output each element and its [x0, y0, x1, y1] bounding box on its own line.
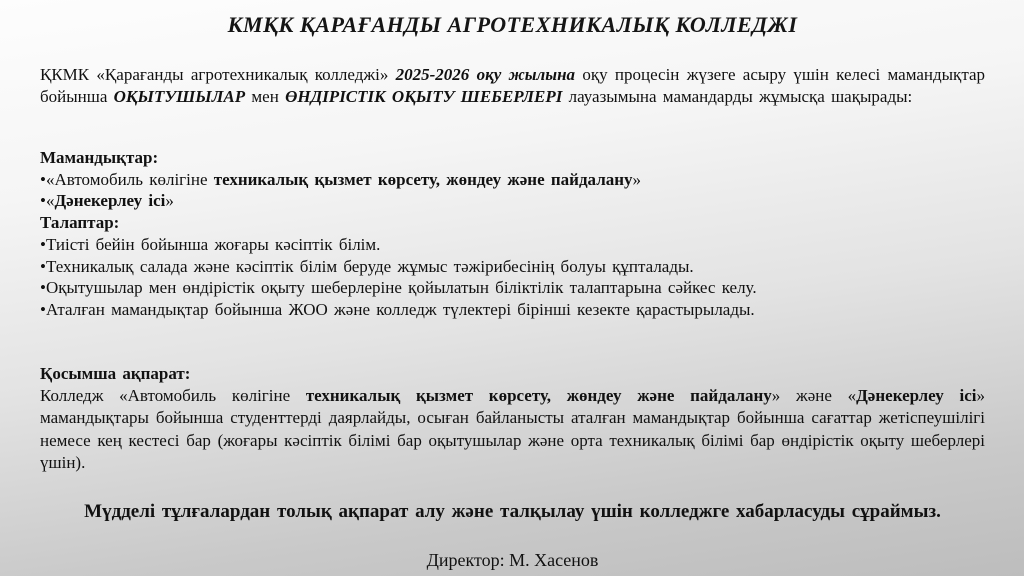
text-run: техникалық қызмет көрсету, жөндеу және пайдалану — [213, 169, 633, 189]
requirements-heading: Талаптар: — [40, 213, 120, 233]
specialties-heading: Мамандықтар: — [40, 147, 159, 167]
contact-call-to-action: Мүдделі тұлғалардан толық ақпарат алу және талқылау үшін колледжге хабарласуды сұраймыз. — [84, 501, 941, 523]
text-run: » және « — [771, 385, 857, 405]
page-title: КМҚК ҚАРАҒАНДЫ АГРОТЕХНИКАЛЫҚ КОЛЛЕДЖІ — [227, 12, 798, 37]
text-run: Дәнекерлеу ісі — [54, 191, 166, 211]
requirement-list-item: •Оқытушылар мен өндірістік оқыту шеберлеріне қойылатын біліктілік талаптарына сәйкес келу. — [40, 278, 757, 298]
text-run: 2025-2026 оқу жылына — [395, 65, 576, 84]
text-run: ОҚЫТУШЫЛАР — [113, 87, 246, 107]
intro-paragraph — [40, 64, 985, 109]
text-run: лауазымына мамандарды жұмысқа шақырады: — [562, 87, 913, 107]
text-run: Дәнекерлеу ісі — [856, 385, 977, 405]
text-run: » — [165, 191, 174, 211]
director-signature: Директор: М. Хасенов — [426, 550, 599, 571]
requirement-list-item: •Аталған мамандықтар бойынша ЖОО және колледж түлектері бірінші кезекте қарастырылады. — [40, 300, 755, 320]
additional-info-heading: Қосымша ақпарат: — [40, 363, 191, 383]
text-run: техникалық қызмет көрсету, жөндеу және пайдалану — [305, 385, 772, 405]
text-run: •«Автомобиль көлігіне — [40, 169, 214, 189]
text-run: •« — [40, 191, 55, 211]
text-run: оқу процесін жүзеге асыру үшін келесі мамандықтар бойынша — [40, 65, 985, 107]
text-run: ҚКМК «Қарағанды агротехникалық колледжі» — [40, 65, 396, 84]
text-run: ӨНДІРІСТІК ОҚЫТУ ШЕБЕРЛЕРІ — [285, 87, 563, 107]
requirement-list-item: •Тиісті бейін бойынша жоғары кәсіптік білім. — [40, 234, 381, 254]
additional-info-paragraph — [40, 385, 985, 475]
requirement-list-item: •Техникалық салада және кәсіптік білім беруде жұмыс тәжірибесінің болуы құпталады. — [40, 256, 694, 276]
specialty-list-item — [40, 190, 985, 212]
text-run: » — [632, 169, 642, 189]
text-run: Колледж «Автомобиль көлігіне — [40, 385, 306, 405]
text-run: мен — [245, 87, 286, 107]
text-run: » мамандықтары бойынша студенттерді даярлайды, осыған байланысты аталған мамандықтар бойынша сағаттар жетіспеушілігі немесе кең кестесі бар (жоғары кәсіптік білімі бар оқытушылар және орта техникалық білімі бар өндірістік оқыту шеберлері үшін). — [40, 385, 985, 472]
specialty-list-item — [40, 169, 985, 191]
